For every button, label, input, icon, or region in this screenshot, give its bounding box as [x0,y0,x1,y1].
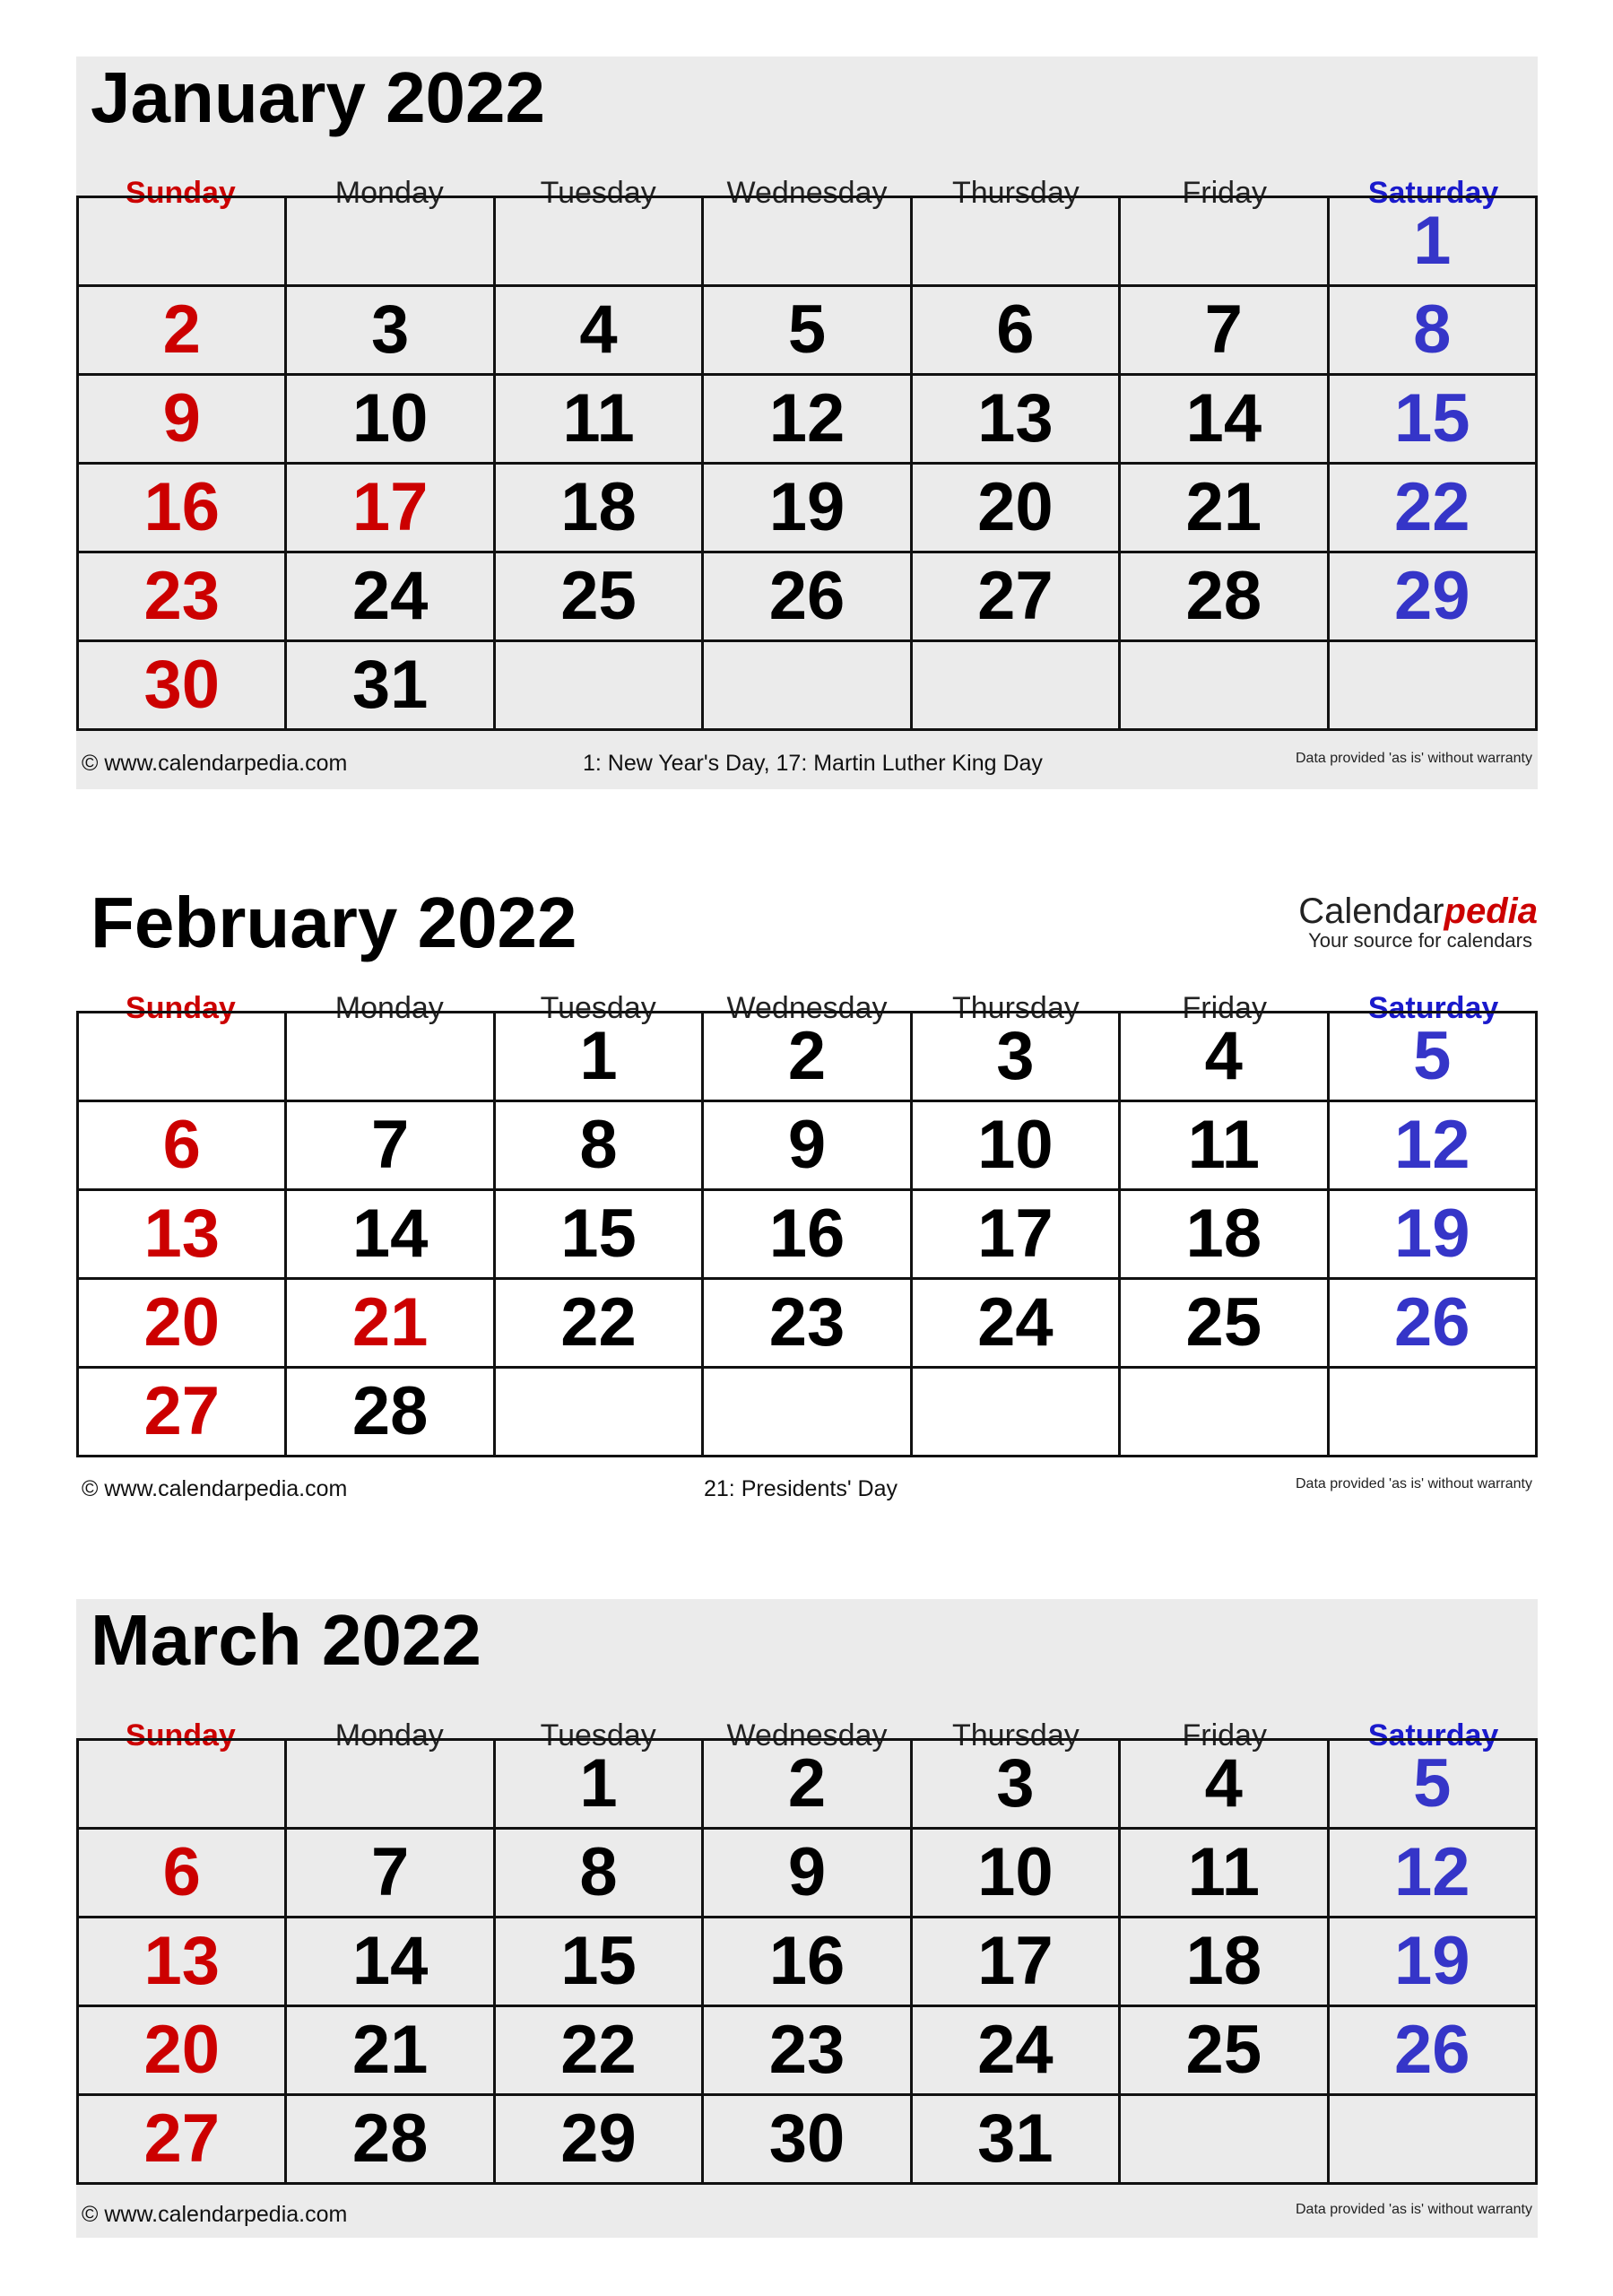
day-cell: 26 [703,552,911,641]
empty-day-cell [78,197,286,286]
month-title: February 2022 [91,883,577,962]
week-row [78,375,1537,464]
day-cell: 31 [911,2095,1119,2184]
day-cell: 13 [78,1190,286,1279]
day-cell: 9 [703,1101,911,1190]
day-cell: 15 [494,1918,702,2006]
week-row [78,286,1537,375]
day-cell: 5 [1328,1013,1536,1101]
day-cell: 16 [78,464,286,552]
day-cell: 11 [494,375,702,464]
empty-day-cell [494,641,702,730]
day-cell: 22 [1328,464,1536,552]
weekday-label-monday: Monday [334,176,444,210]
empty-day-cell [703,641,911,730]
day-cell: 1 [494,1740,702,1829]
day-cell: 25 [1120,2006,1328,2095]
day-cell: 3 [911,1013,1119,1101]
empty-day-cell [703,1368,911,1457]
copyright-text: © www.calendarpedia.com [82,751,348,776]
day-cell: 23 [703,1279,911,1368]
week-row [78,1918,1537,2006]
month-february [76,876,1538,1518]
day-cell: 22 [494,1279,702,1368]
weekday-label-saturday: Saturday [1367,1718,1499,1752]
day-cell: 11 [1120,1101,1328,1190]
day-cell: 9 [703,1829,911,1918]
weekday-label-sunday: Sunday [126,176,236,210]
day-cell: 31 [286,641,494,730]
weekday-label-monday: Monday [334,1718,444,1752]
day-cell: 29 [494,2095,702,2184]
calendar-grid [76,196,1538,731]
day-cell: 15 [494,1190,702,1279]
week-row [78,641,1537,730]
month-january [76,57,1538,789]
day-cell: 16 [703,1918,911,2006]
weekday-label-wednesday: Wednesday [726,1718,888,1752]
empty-day-cell [1120,2095,1328,2184]
weekday-label-sunday: Sunday [126,1718,236,1752]
week-row [78,2095,1537,2184]
empty-day-cell [911,197,1119,286]
warranty-note: Data provided 'as is' without warranty [1295,1476,1532,1492]
holiday-note: 1: New Year's Day, 17: Martin Luther King Day [583,751,1043,776]
day-cell: 7 [286,1829,494,1918]
day-cell: 18 [494,464,702,552]
day-cell: 26 [1328,2006,1536,2095]
day-cell: 3 [911,1740,1119,1829]
day-cell: 5 [1328,1740,1536,1829]
day-cell: 14 [286,1918,494,2006]
weekday-label-sunday: Sunday [126,991,236,1025]
weekday-label-saturday: Saturday [1367,991,1499,1025]
day-cell: 8 [1328,286,1536,375]
empty-day-cell [911,641,1119,730]
warranty-note: Data provided 'as is' without warranty [1295,2202,1532,2217]
week-row [78,1190,1537,1279]
day-cell: 21 [286,2006,494,2095]
day-cell: 10 [286,375,494,464]
holiday-note: 21: Presidents' Day [704,1476,898,1501]
day-cell: 17 [911,1918,1119,2006]
weekday-label-monday: Monday [334,991,444,1025]
empty-day-cell [78,1013,286,1101]
day-cell: 29 [1328,552,1536,641]
day-cell: 28 [286,2095,494,2184]
week-row [78,1279,1537,1368]
warranty-note: Data provided 'as is' without warranty [1295,751,1532,766]
day-cell: 24 [286,552,494,641]
day-cell: 27 [78,1368,286,1457]
weekday-label-saturday: Saturday [1367,176,1499,210]
empty-day-cell [286,197,494,286]
weekday-label-thursday: Thursday [952,991,1080,1025]
empty-day-cell [494,197,702,286]
day-cell: 28 [286,1368,494,1457]
week-row [78,1013,1537,1101]
weekday-label-friday: Friday [1182,176,1267,210]
empty-day-cell [78,1740,286,1829]
day-cell: 27 [78,2095,286,2184]
month-title: January 2022 [91,57,546,137]
day-cell: 6 [911,286,1119,375]
month-footer [76,750,1538,780]
day-cell: 12 [1328,1101,1536,1190]
day-cell: 10 [911,1101,1119,1190]
week-row [78,552,1537,641]
week-row [78,1829,1537,1918]
day-cell: 20 [78,2006,286,2095]
day-cell: 8 [494,1101,702,1190]
day-cell: 11 [1120,1829,1328,1918]
day-cell: 2 [703,1013,911,1101]
day-cell: 21 [1120,464,1328,552]
weekday-label-thursday: Thursday [952,1718,1080,1752]
day-cell: 30 [78,641,286,730]
empty-day-cell [286,1013,494,1101]
empty-day-cell [286,1740,494,1829]
day-cell: 2 [703,1740,911,1829]
day-cell: 1 [1328,197,1536,286]
week-row [78,464,1537,552]
day-cell: 22 [494,2006,702,2095]
day-cell: 26 [1328,1279,1536,1368]
empty-day-cell [1120,1368,1328,1457]
day-cell: 8 [494,1829,702,1918]
day-cell: 12 [703,375,911,464]
copyright-text: © www.calendarpedia.com [82,2202,348,2227]
day-cell: 21 [286,1279,494,1368]
day-cell: 17 [286,464,494,552]
month-march [76,1599,1538,2238]
day-cell: 24 [911,2006,1119,2095]
empty-day-cell [703,197,911,286]
empty-day-cell [494,1368,702,1457]
day-cell: 12 [1328,1829,1536,1918]
day-cell: 19 [703,464,911,552]
week-row [78,2006,1537,2095]
day-cell: 13 [911,375,1119,464]
calendarpedia-logo [1298,892,1538,952]
weekday-label-thursday: Thursday [952,176,1080,210]
weekday-label-tuesday: Tuesday [540,1718,656,1752]
week-row [78,1101,1537,1190]
day-cell: 18 [1120,1190,1328,1279]
day-cell: 4 [1120,1013,1328,1101]
day-cell: 30 [703,2095,911,2184]
day-cell: 23 [78,552,286,641]
empty-day-cell [1328,2095,1536,2184]
logo-brand: Calendarpedia [1298,891,1538,931]
day-cell: 16 [703,1190,911,1279]
empty-day-cell [1120,197,1328,286]
day-cell: 6 [78,1101,286,1190]
day-cell: 13 [78,1918,286,2006]
day-cell: 17 [911,1190,1119,1279]
copyright-text: © www.calendarpedia.com [82,1476,348,1501]
day-cell: 20 [78,1279,286,1368]
day-cell: 18 [1120,1918,1328,2006]
month-title: March 2022 [91,1600,481,1680]
day-cell: 25 [1120,1279,1328,1368]
day-cell: 14 [286,1190,494,1279]
day-cell: 25 [494,552,702,641]
empty-day-cell [1328,641,1536,730]
week-row [78,1368,1537,1457]
empty-day-cell [1328,1368,1536,1457]
day-cell: 1 [494,1013,702,1101]
weekday-label-tuesday: Tuesday [540,176,656,210]
day-cell: 7 [286,1101,494,1190]
day-cell: 28 [1120,552,1328,641]
weekday-label-tuesday: Tuesday [540,991,656,1025]
day-cell: 19 [1328,1190,1536,1279]
day-cell: 24 [911,1279,1119,1368]
day-cell: 19 [1328,1918,1536,2006]
day-cell: 10 [911,1829,1119,1918]
weekday-label-wednesday: Wednesday [726,991,888,1025]
weekday-label-wednesday: Wednesday [726,176,888,210]
day-cell: 5 [703,286,911,375]
week-row [78,1740,1537,1829]
day-cell: 14 [1120,375,1328,464]
day-cell: 4 [494,286,702,375]
day-cell: 4 [1120,1740,1328,1829]
month-footer [76,1475,1538,1506]
empty-day-cell [911,1368,1119,1457]
day-cell: 23 [703,2006,911,2095]
week-row [78,197,1537,286]
day-cell: 6 [78,1829,286,1918]
day-cell: 20 [911,464,1119,552]
logo-tagline: Your source for calendars [1308,929,1532,952]
day-cell: 3 [286,286,494,375]
weekday-label-friday: Friday [1182,991,1267,1025]
day-cell: 7 [1120,286,1328,375]
calendar-grid [76,1011,1538,1457]
calendar-grid [76,1738,1538,2185]
day-cell: 15 [1328,375,1536,464]
empty-day-cell [1120,641,1328,730]
weekday-label-friday: Friday [1182,1718,1267,1752]
day-cell: 27 [911,552,1119,641]
month-footer [76,2201,1538,2231]
day-cell: 9 [78,375,286,464]
day-cell: 2 [78,286,286,375]
